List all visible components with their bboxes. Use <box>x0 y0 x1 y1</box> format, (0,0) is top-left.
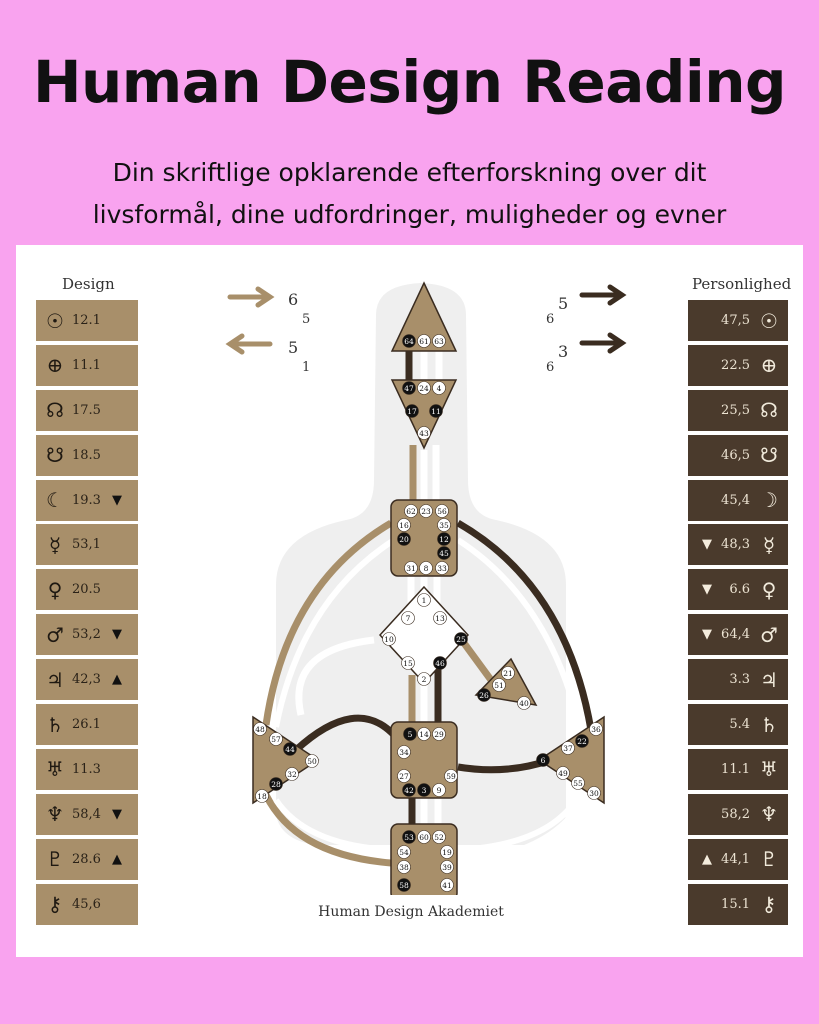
personality-row <box>688 884 788 925</box>
pluto-icon: ♇ <box>46 847 64 872</box>
gate-label: 32 <box>287 770 297 779</box>
design-row <box>36 704 138 745</box>
north-node-icon: ☊ <box>46 398 64 423</box>
gate-label: 30 <box>589 789 599 798</box>
design-row <box>36 300 138 341</box>
moon-icon: ☽ <box>760 488 778 513</box>
design-value: 53,1 <box>72 537 101 553</box>
south-node-icon: ☋ <box>760 443 778 468</box>
gate-label: 43 <box>419 429 429 438</box>
design-value: 20.5 <box>72 582 101 598</box>
gate-label: 56 <box>437 507 447 516</box>
gate-label: 10 <box>384 635 394 644</box>
design-row <box>36 884 138 925</box>
direction-mark: ▼ <box>112 627 122 643</box>
gate-label: 27 <box>399 772 409 781</box>
saturn-icon: ♄ <box>46 712 64 737</box>
earth-icon: ⊕ <box>760 353 778 378</box>
jupiter-icon: ♃ <box>46 667 64 692</box>
neptune-icon: ♆ <box>46 802 64 827</box>
chiron-icon: ⚷ <box>47 892 63 917</box>
gate-label: 21 <box>503 669 513 678</box>
gate-label: 44 <box>285 745 295 754</box>
gate-label: 24 <box>419 384 429 393</box>
design-value: 53,2 <box>72 627 101 643</box>
arrow-right-icon <box>230 289 270 305</box>
gate-label: 34 <box>399 748 409 757</box>
gate-label: 40 <box>519 699 529 708</box>
gate-label: 22 <box>577 737 587 746</box>
gate-label: 3 <box>421 786 427 795</box>
direction-mark: ▼ <box>112 492 122 508</box>
uranus-icon: ♅ <box>760 757 778 782</box>
gate-label: 16 <box>399 521 409 530</box>
subtitle-line-1: Din skriftlige opklarende efterforskning over dit <box>112 158 707 187</box>
gate-label: 51 <box>494 681 504 690</box>
gate-label: 49 <box>558 769 568 778</box>
personality-value: 25,5 <box>721 402 750 418</box>
uranus-icon: ♅ <box>46 757 64 782</box>
design-value: 17.5 <box>72 402 101 418</box>
earth-icon: ⊕ <box>46 353 64 378</box>
personality-row <box>688 435 788 476</box>
personality-row <box>688 659 788 700</box>
page-subtitle <box>20 152 799 236</box>
gate-label: 57 <box>271 735 281 744</box>
design-row <box>36 839 138 880</box>
gate-label: 63 <box>434 337 444 346</box>
personality-heading: Personlighed <box>692 275 792 293</box>
design-value: 26.1 <box>72 717 101 733</box>
gate-label: 25 <box>456 635 466 644</box>
design-row <box>36 435 138 476</box>
direction-mark: ▲ <box>112 672 122 688</box>
gate-label: 15 <box>403 659 413 668</box>
design-heading: Design <box>62 275 115 293</box>
direction-mark: ▼ <box>112 806 122 822</box>
south-node-icon: ☋ <box>46 443 64 468</box>
design-value: 11.1 <box>72 357 101 373</box>
gate-label: 50 <box>307 757 317 766</box>
personality-value: 15.1 <box>721 896 750 912</box>
gate-label: 52 <box>434 833 444 842</box>
design-value: 18.5 <box>72 447 101 463</box>
personality-value: 45,4 <box>721 492 750 508</box>
design-row <box>36 749 138 790</box>
gate-label: 12 <box>439 535 449 544</box>
personality-row <box>688 390 788 431</box>
personality-value: 11.1 <box>721 761 750 777</box>
gate-label: 9 <box>436 786 442 795</box>
gate-label: 33 <box>437 564 447 573</box>
gate-label: 61 <box>419 337 429 346</box>
personality-row <box>688 704 788 745</box>
subtitle-line-2: livsformål, dine udfordringer, muligheder og evner <box>92 200 727 229</box>
personality-row <box>688 614 788 655</box>
personality-row <box>688 345 788 386</box>
gate-label: 60 <box>419 833 429 842</box>
personality-row <box>688 794 788 835</box>
design-value: 28.6 <box>72 851 101 867</box>
variable-right-top-small: 6 <box>546 312 555 327</box>
design-row <box>36 659 138 700</box>
mercury-icon: ☿ <box>762 532 776 557</box>
direction-mark: ▼ <box>702 537 712 553</box>
direction-mark: ▲ <box>702 851 712 867</box>
design-row <box>36 390 138 431</box>
design-row <box>36 569 138 610</box>
chiron-icon: ⚷ <box>761 892 777 917</box>
direction-mark: ▼ <box>702 582 712 598</box>
variable-left-top-big: 6 <box>288 290 299 309</box>
mercury-icon: ☿ <box>48 532 62 557</box>
personality-value: 3.3 <box>729 672 750 688</box>
personality-row <box>688 569 788 610</box>
personality-value: 5.4 <box>729 717 750 733</box>
pluto-icon: ♇ <box>760 847 778 872</box>
arrow-right-icon <box>582 287 622 303</box>
personality-row <box>688 524 788 565</box>
gate-label: 55 <box>573 779 583 788</box>
gate-label: 5 <box>407 730 413 739</box>
design-column <box>36 300 138 928</box>
variable-left-top-small: 5 <box>302 312 311 327</box>
direction-mark: ▼ <box>702 627 712 643</box>
gate-label: 29 <box>434 730 444 739</box>
north-node-icon: ☊ <box>760 398 778 423</box>
sun-icon: ☉ <box>46 308 64 333</box>
variable-left-bottom-small: 1 <box>302 360 311 375</box>
gate-label: 17 <box>407 407 417 416</box>
mars-icon: ♂ <box>760 622 778 647</box>
gate-label: 59 <box>446 772 456 781</box>
design-row <box>36 524 138 565</box>
gate-label: 53 <box>404 833 414 842</box>
design-value: 19.3 <box>72 492 101 508</box>
gate-label: 37 <box>563 744 573 753</box>
variable-left-bottom-big: 5 <box>288 338 299 357</box>
gate-label: 35 <box>439 521 449 530</box>
design-value: 42,3 <box>72 672 101 688</box>
gate-label: 46 <box>435 659 445 668</box>
design-row <box>36 614 138 655</box>
venus-icon: ♀ <box>761 577 777 602</box>
personality-row <box>688 300 788 341</box>
personality-row <box>688 749 788 790</box>
design-value: 45,6 <box>72 896 101 912</box>
gate-label: 45 <box>439 549 449 558</box>
gate-label: 58 <box>399 881 409 890</box>
moon-icon: ☾ <box>46 488 64 513</box>
personality-value: 46,5 <box>721 447 750 463</box>
gate-label: 54 <box>399 848 409 857</box>
gate-label: 36 <box>591 725 601 734</box>
gate-label: 11 <box>431 407 441 416</box>
variable-right-bottom-big: 3 <box>558 342 569 361</box>
gate-label: 39 <box>442 863 452 872</box>
footer-credit: Human Design Akademiet <box>318 904 504 920</box>
personality-row <box>688 480 788 521</box>
gate-label: 38 <box>399 863 409 872</box>
personality-row <box>688 839 788 880</box>
sun-icon: ☉ <box>760 308 778 333</box>
personality-value: 48,3 <box>721 537 750 553</box>
design-value: 58,4 <box>72 806 101 822</box>
gate-label: 18 <box>257 792 267 801</box>
gate-label: 2 <box>421 675 427 684</box>
design-row <box>36 480 138 521</box>
personality-value: 44,1 <box>721 851 750 867</box>
mars-icon: ♂ <box>46 622 64 647</box>
gate-label: 23 <box>421 507 431 516</box>
personality-value: 22.5 <box>721 357 750 373</box>
gate-label: 31 <box>406 564 416 573</box>
gate-label: 64 <box>404 337 414 346</box>
arrow-right-icon <box>582 335 622 351</box>
personality-value: 6.6 <box>729 582 750 598</box>
gate-label: 20 <box>399 535 409 544</box>
design-value: 11.3 <box>72 761 101 777</box>
gate-label: 6 <box>540 756 546 765</box>
bodygraph-chart <box>206 255 636 895</box>
gate-label: 19 <box>442 848 452 857</box>
personality-value: 64,4 <box>721 627 750 643</box>
gate-label: 62 <box>406 507 416 516</box>
neptune-icon: ♆ <box>760 802 778 827</box>
personality-value: 47,5 <box>721 313 750 328</box>
venus-icon: ♀ <box>47 577 63 602</box>
saturn-icon: ♄ <box>760 712 778 737</box>
design-value: 12.1 <box>72 313 101 328</box>
gate-label: 14 <box>419 730 429 739</box>
gate-label: 41 <box>442 881 452 890</box>
jupiter-icon: ♃ <box>760 667 778 692</box>
gate-label: 1 <box>421 596 427 605</box>
gate-label: 26 <box>479 691 489 700</box>
gate-label: 13 <box>435 614 445 623</box>
gate-label: 47 <box>404 384 414 393</box>
gate-label: 42 <box>404 786 414 795</box>
gate-label: 48 <box>255 725 265 734</box>
variable-right-bottom-small: 6 <box>546 360 555 375</box>
personality-value: 58,2 <box>721 806 750 822</box>
direction-mark: ▲ <box>112 851 122 867</box>
variable-right-top-big: 5 <box>558 294 569 313</box>
design-row <box>36 345 138 386</box>
gate-label: 7 <box>405 614 411 623</box>
arrow-left-icon <box>230 336 270 352</box>
chart-panel <box>16 245 803 957</box>
personality-column <box>688 300 788 928</box>
gate-label: 28 <box>271 780 281 789</box>
gate-label: 8 <box>423 564 429 573</box>
page-title: Human Design Reading <box>32 48 787 116</box>
gate-label: 4 <box>436 384 442 393</box>
design-row <box>36 794 138 835</box>
